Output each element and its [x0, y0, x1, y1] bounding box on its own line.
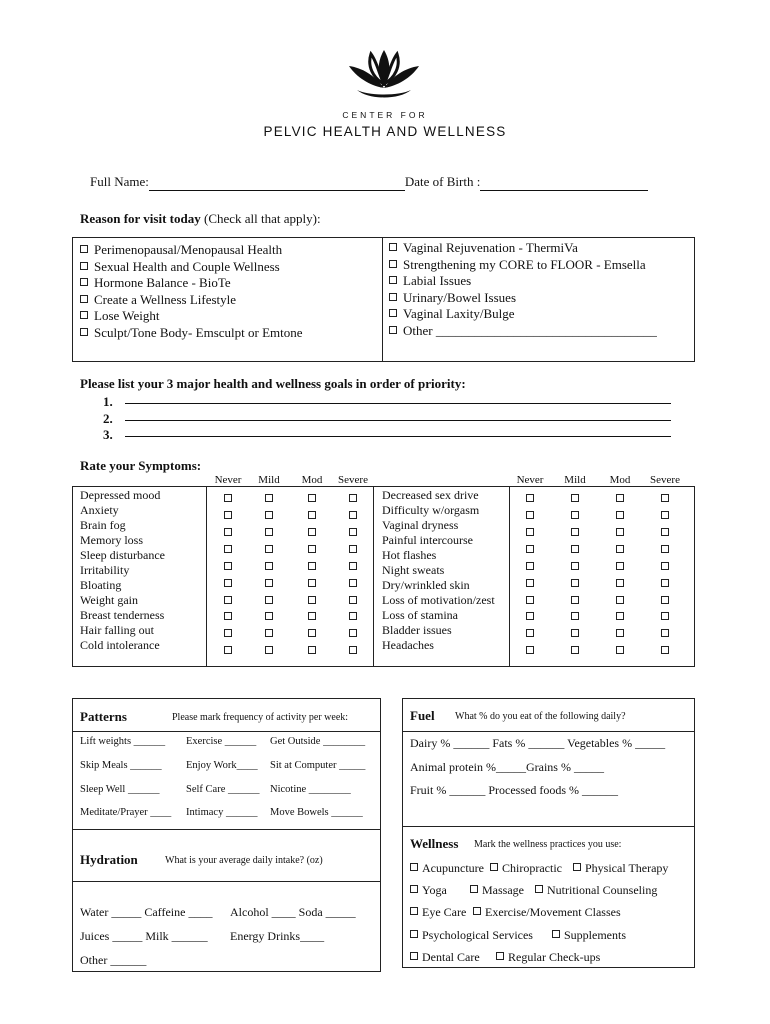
reason-option-label: Hormone Balance - BioTe	[94, 275, 231, 290]
level-header: Mild	[258, 474, 280, 486]
symptom-checkbox[interactable]	[616, 511, 624, 519]
reason-option-label: Labial Issues	[403, 273, 472, 288]
symptom-checkbox[interactable]	[265, 562, 273, 570]
symptom-checkbox[interactable]	[616, 596, 624, 604]
reason-option[interactable]	[389, 306, 657, 323]
symptom-label: Night sweats	[382, 563, 445, 577]
symptom-checkbox[interactable]	[616, 528, 624, 536]
symptom-checkbox[interactable]	[265, 494, 273, 502]
checkbox[interactable]	[389, 276, 397, 284]
symptom-label: Sleep disturbance	[80, 548, 165, 562]
symptom-checkbox[interactable]	[224, 545, 232, 553]
wellness-option-label: Psychological Services	[422, 928, 533, 942]
wellness-option[interactable]	[473, 905, 621, 920]
symptom-checkbox[interactable]	[224, 511, 232, 519]
symptom-checkbox[interactable]	[349, 612, 357, 620]
symptom-checkbox[interactable]	[661, 629, 669, 637]
symptom-checkbox[interactable]	[349, 494, 357, 502]
symptom-label: Painful intercourse	[382, 533, 473, 547]
goal-number: 2.	[103, 410, 113, 426]
symptom-label: Depressed mood	[80, 488, 161, 502]
symptom-checkbox[interactable]	[526, 562, 534, 570]
checkbox[interactable]	[389, 293, 397, 301]
checkbox[interactable]	[410, 863, 418, 871]
symptom-checkbox[interactable]	[571, 494, 579, 502]
symptom-checkbox[interactable]	[308, 494, 316, 502]
wellness-option[interactable]	[410, 950, 480, 965]
checkbox[interactable]	[80, 245, 88, 253]
level-header: Mod	[301, 474, 323, 486]
lotus-logo-icon	[343, 44, 425, 104]
wellness-option[interactable]	[552, 928, 626, 943]
level-header: Severe	[338, 474, 368, 486]
checkbox[interactable]	[490, 863, 498, 871]
symptom-label: Brain fog	[80, 518, 126, 532]
symptom-checkbox[interactable]	[265, 612, 273, 620]
reason-option[interactable]	[80, 259, 303, 276]
fuel-header-rule	[402, 731, 694, 732]
symptom-label: Anxiety	[80, 503, 119, 517]
goal-row	[103, 425, 671, 442]
checkbox[interactable]	[80, 311, 88, 319]
hydration-field[interactable]: Alcohol ____ Soda _____	[230, 905, 356, 919]
symptom-checkbox[interactable]	[224, 646, 232, 654]
symptom-checkbox[interactable]	[661, 545, 669, 553]
symptom-checkbox[interactable]	[349, 629, 357, 637]
checkbox[interactable]	[496, 952, 504, 960]
pattern-field[interactable]: Sit at Computer _____	[270, 760, 366, 771]
reason-option-label: Other __________________________________	[403, 322, 657, 338]
symptom-checkbox[interactable]	[661, 612, 669, 620]
hydration-header-rule	[72, 881, 380, 882]
symptom-checkbox[interactable]	[571, 511, 579, 519]
hydration-field[interactable]: Juices _____ Milk ______	[80, 929, 208, 943]
symptom-checkbox[interactable]	[308, 545, 316, 553]
symptom-checkbox[interactable]	[661, 511, 669, 519]
wellness-option[interactable]	[573, 861, 668, 876]
wellness-option[interactable]	[410, 883, 447, 898]
org-name: PELVIC HEALTH AND WELLNESS	[263, 124, 507, 139]
wellness-option[interactable]	[470, 883, 524, 898]
pattern-field[interactable]: Enjoy Work____	[186, 760, 258, 771]
symptom-checkbox[interactable]	[526, 545, 534, 553]
pattern-field[interactable]: Meditate/Prayer ____	[80, 807, 172, 818]
wellness-option[interactable]	[410, 861, 484, 876]
symptom-label: Irritability	[80, 563, 130, 577]
level-header: Mild	[564, 474, 586, 486]
hydration-subtitle: What is your average daily intake? (oz)	[165, 855, 323, 866]
wellness-option[interactable]	[410, 928, 533, 943]
symptom-label: Headaches	[382, 638, 434, 652]
symptom-checkbox[interactable]	[616, 629, 624, 637]
wellness-option[interactable]	[410, 905, 466, 920]
symptom-checkbox[interactable]	[224, 579, 232, 587]
symptom-checkbox[interactable]	[308, 629, 316, 637]
wellness-option-label: Chiropractic	[502, 861, 562, 875]
symptom-checkbox[interactable]	[224, 528, 232, 536]
symptom-checkbox[interactable]	[265, 545, 273, 553]
wellness-title: Wellness	[410, 836, 459, 851]
fuel-field[interactable]: Fruit % ______ Processed foods % ______	[410, 783, 618, 797]
hydration-field[interactable]: Water _____ Caffeine ____	[80, 905, 213, 919]
reason-option-label: Vaginal Rejuvenation - ThermiVa	[403, 240, 578, 255]
goal-row	[103, 409, 671, 426]
symptom-checkbox[interactable]	[616, 545, 624, 553]
symptom-checkbox[interactable]	[349, 562, 357, 570]
symptom-label: Decreased sex drive	[382, 488, 479, 502]
symptom-checkbox[interactable]	[616, 562, 624, 570]
level-header: Severe	[650, 474, 680, 486]
reason-option-label: Perimenopausal/Menopausal Health	[94, 242, 283, 257]
symptom-label: Cold intolerance	[80, 638, 160, 652]
reason-option-label: Lose Weight	[94, 308, 160, 323]
reason-option-label: Sculpt/Tone Body- Emsculpt or Emtone	[94, 324, 303, 340]
symptom-checkbox[interactable]	[571, 579, 579, 587]
wellness-option-label: Physical Therapy	[585, 861, 669, 875]
fuel-wellness-rule	[402, 826, 694, 827]
reason-option[interactable]	[80, 308, 303, 325]
symptom-checkbox[interactable]	[571, 612, 579, 620]
goals-title: Please list your 3 major health and wellness goals in order of priority:	[80, 376, 466, 391]
fuel-field[interactable]: Dairy % ______ Fats % ______ Vegetables % _____	[410, 736, 666, 750]
symptom-checkbox[interactable]	[526, 528, 534, 536]
symptom-checkbox[interactable]	[349, 579, 357, 587]
hydration-field[interactable]: Energy Drinks____	[230, 929, 325, 943]
symptom-checkbox[interactable]	[526, 646, 534, 654]
level-header: Never	[214, 474, 242, 486]
reason-divider	[382, 237, 383, 361]
symptom-checkbox[interactable]	[526, 579, 534, 587]
patterns-subtitle: Please mark frequency of activity per week:	[172, 712, 349, 723]
reason-left-list	[80, 242, 303, 341]
checkbox[interactable]	[410, 907, 418, 915]
level-header: Never	[516, 474, 544, 486]
symptom-checkbox[interactable]	[526, 612, 534, 620]
wellness-option-label: Eye Care	[422, 905, 467, 919]
symptom-checkbox[interactable]	[349, 545, 357, 553]
reason-option[interactable]	[389, 323, 657, 340]
symptom-checkbox[interactable]	[661, 528, 669, 536]
symptom-checkbox[interactable]	[349, 596, 357, 604]
level-header: Mod	[609, 474, 631, 486]
pattern-field[interactable]: Self Care ______	[186, 784, 260, 795]
symptom-checkbox[interactable]	[308, 612, 316, 620]
reason-option-label: Strengthening my CORE to FLOOR - Emsella	[403, 256, 646, 272]
checkbox[interactable]	[389, 326, 397, 334]
checkbox[interactable]	[473, 907, 481, 915]
reason-option[interactable]	[389, 257, 657, 274]
symptom-checkbox[interactable]	[349, 511, 357, 519]
wellness-option-label: Exercise/Movement Classes	[485, 905, 621, 919]
wellness-option-label: Regular Check-ups	[508, 950, 601, 964]
symptom-checkbox[interactable]	[224, 562, 232, 570]
symptom-checkbox[interactable]	[571, 545, 579, 553]
symptom-checkbox[interactable]	[349, 528, 357, 536]
reason-option-label: Urinary/Bowel Issues	[403, 289, 517, 305]
symptom-checkbox[interactable]	[571, 646, 579, 654]
symptom-checkbox[interactable]	[265, 629, 273, 637]
symptom-checkbox[interactable]	[661, 596, 669, 604]
goal-number: 3.	[103, 427, 113, 442]
reason-option[interactable]	[389, 290, 657, 307]
checkbox[interactable]	[80, 328, 88, 336]
symptom-checkbox[interactable]	[265, 528, 273, 536]
checkbox[interactable]	[80, 295, 88, 303]
patterns-header-rule	[72, 731, 380, 732]
symptom-checkbox[interactable]	[308, 579, 316, 587]
sym-divider-3	[509, 486, 510, 666]
symptom-checkbox[interactable]	[265, 646, 273, 654]
pattern-field[interactable]: Lift weights ______	[80, 736, 166, 747]
symptom-checkbox[interactable]	[224, 596, 232, 604]
goal-input-line[interactable]	[125, 409, 671, 421]
symptom-checkbox[interactable]	[661, 494, 669, 502]
wellness-subtitle: Mark the wellness practices you use:	[474, 839, 622, 850]
symptoms-left-list	[80, 488, 165, 653]
reason-option-label: Sexual Health and Couple Wellness	[94, 258, 280, 274]
checkbox[interactable]	[389, 243, 397, 251]
symptom-checkbox[interactable]	[526, 629, 534, 637]
wellness-option[interactable]	[535, 883, 657, 898]
reason-option[interactable]	[389, 273, 657, 290]
wellness-option-label: Supplements	[564, 928, 626, 942]
reason-title-rest: (Check all that apply):	[203, 211, 321, 226]
full-name-field[interactable]	[149, 177, 405, 191]
symptom-checkbox[interactable]	[526, 596, 534, 604]
reason-option-label: Vaginal Laxity/Bulge	[403, 306, 515, 321]
wellness-option-label: Dental Care	[422, 950, 480, 964]
symptom-label: Bladder issues	[382, 623, 452, 637]
symptom-checkbox[interactable]	[265, 596, 273, 604]
checkbox[interactable]	[410, 930, 418, 938]
goals-list	[103, 392, 671, 442]
checkbox[interactable]	[573, 863, 581, 871]
symptom-label: Weight gain	[80, 593, 139, 607]
pattern-field[interactable]: Sleep Well ______	[80, 784, 160, 795]
symptom-checkbox[interactable]	[661, 579, 669, 587]
symptom-checkbox[interactable]	[661, 646, 669, 654]
symptom-label: Hot flashes	[382, 548, 437, 562]
wellness-option[interactable]	[490, 861, 562, 876]
pattern-field[interactable]: Intimacy ______	[186, 807, 258, 818]
reason-option[interactable]	[80, 275, 303, 292]
pattern-field[interactable]: Move Bowels ______	[270, 807, 363, 818]
symptom-label: Loss of motivation/zest	[382, 593, 495, 607]
fuel-subtitle: What % do you eat of the following daily?	[455, 711, 626, 722]
symptom-checkbox[interactable]	[308, 646, 316, 654]
patterns-hydration-rule	[72, 829, 380, 830]
reason-title-bold: Reason for visit today	[80, 211, 201, 226]
checkbox[interactable]	[389, 260, 397, 268]
checkbox[interactable]	[535, 885, 543, 893]
fuel-field[interactable]: Animal protein %_____Grains % _____	[410, 760, 604, 774]
reason-right-list	[389, 240, 657, 339]
checkbox[interactable]	[80, 262, 88, 270]
wellness-option-label: Acupuncture	[422, 861, 484, 875]
symptom-checkbox[interactable]	[265, 511, 273, 519]
symptom-checkbox[interactable]	[224, 612, 232, 620]
symptoms-title: Rate your Symptoms:	[80, 458, 202, 473]
checkbox[interactable]	[389, 309, 397, 317]
symptom-checkbox[interactable]	[349, 646, 357, 654]
pattern-field[interactable]: Get Outside ________	[270, 736, 366, 747]
symptom-checkbox[interactable]	[308, 562, 316, 570]
goal-input-line[interactable]	[125, 425, 671, 437]
checkbox[interactable]	[552, 930, 560, 938]
symptom-checkbox[interactable]	[526, 511, 534, 519]
goal-number: 1.	[103, 394, 113, 409]
goal-row	[103, 392, 671, 409]
symptom-checkbox[interactable]	[308, 528, 316, 536]
symptom-checkbox[interactable]	[616, 494, 624, 502]
full-name-row	[90, 174, 648, 191]
symptom-label: Bloating	[80, 578, 122, 592]
reason-option[interactable]	[80, 325, 303, 342]
full-name-label: Full Name:	[90, 174, 149, 189]
symptom-checkbox[interactable]	[308, 511, 316, 519]
wellness-option-label: Yoga	[422, 883, 447, 897]
symptom-label: Dry/wrinkled skin	[382, 578, 470, 592]
hydration-title: Hydration	[80, 852, 138, 867]
symptom-checkbox[interactable]	[571, 562, 579, 570]
checkbox[interactable]	[410, 885, 418, 893]
symptom-label: Vaginal dryness	[382, 518, 459, 532]
symptom-label: Loss of stamina	[382, 608, 458, 622]
wellness-option[interactable]	[496, 950, 600, 965]
reason-option-label: Create a Wellness Lifestyle	[94, 291, 237, 307]
symptom-checkbox[interactable]	[526, 494, 534, 502]
symptoms-right-list	[382, 488, 495, 653]
symptom-checkbox[interactable]	[224, 494, 232, 502]
symptom-checkbox[interactable]	[616, 646, 624, 654]
symptom-label: Difficulty w/orgasm	[382, 503, 480, 517]
sym-divider-1	[206, 486, 207, 666]
wellness-option-label: Nutritional Counseling	[547, 883, 658, 897]
center-for-text: CENTER FOR	[342, 110, 428, 120]
pattern-field[interactable]: Skip Meals ______	[80, 760, 162, 771]
symptom-checkbox[interactable]	[616, 612, 624, 620]
goal-input-line[interactable]	[125, 392, 671, 404]
symptom-checkbox[interactable]	[571, 528, 579, 536]
pattern-field[interactable]: Exercise ______	[186, 736, 257, 747]
fuel-title: Fuel	[410, 708, 435, 723]
symptom-checkbox[interactable]	[571, 596, 579, 604]
reason-option[interactable]	[80, 242, 303, 259]
dob-label: Date of Birth :	[404, 174, 481, 189]
symptom-label: Memory loss	[80, 533, 143, 547]
reason-option[interactable]	[80, 292, 303, 309]
checkbox[interactable]	[410, 952, 418, 960]
checkbox[interactable]	[470, 885, 478, 893]
sym-divider-2	[373, 486, 374, 666]
patterns-title: Patterns	[80, 709, 127, 724]
pattern-field[interactable]: Nicotine ________	[270, 784, 351, 795]
dob-field[interactable]	[480, 177, 648, 191]
symptom-label: Breast tenderness	[80, 608, 165, 622]
symptom-checkbox[interactable]	[661, 562, 669, 570]
symptom-checkbox[interactable]	[265, 579, 273, 587]
symptom-label: Hair falling out	[80, 623, 154, 637]
symptom-checkbox[interactable]	[224, 629, 232, 637]
checkbox[interactable]	[80, 278, 88, 286]
symptom-checkbox[interactable]	[308, 596, 316, 604]
hydration-field[interactable]: Other ______	[80, 953, 147, 967]
reason-option[interactable]	[389, 240, 657, 257]
symptom-checkbox[interactable]	[571, 629, 579, 637]
wellness-option-label: Massage	[482, 883, 524, 897]
reason-title	[80, 211, 321, 227]
symptom-checkbox[interactable]	[616, 579, 624, 587]
